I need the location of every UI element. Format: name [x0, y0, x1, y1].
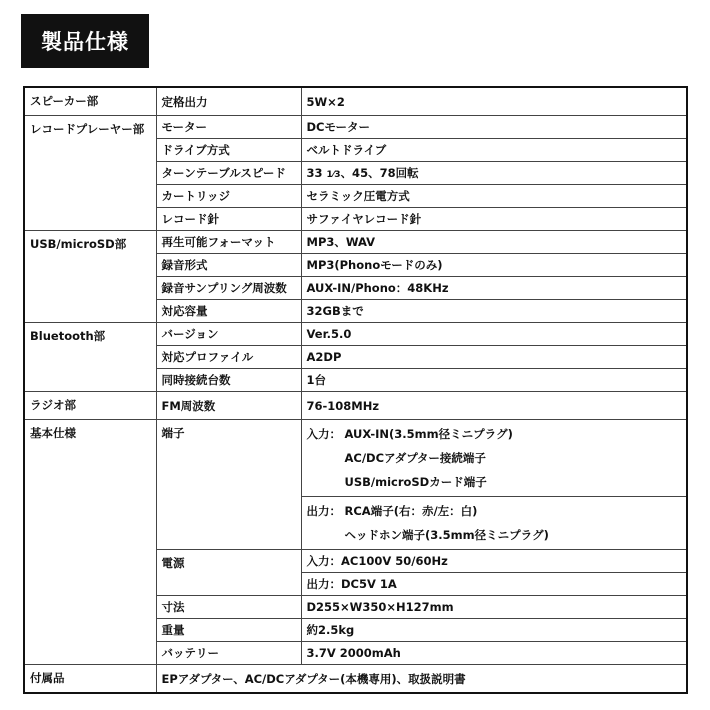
spec-value: D255×W350×H127mm	[301, 596, 687, 619]
spec-label: 再生可能フォーマット	[156, 231, 301, 254]
text-line	[307, 523, 687, 547]
spec-label: 同時接続台数	[156, 369, 301, 392]
spec-value: 出力：DC5V 1A	[301, 573, 687, 596]
table-row	[24, 116, 687, 139]
text-line	[307, 446, 687, 470]
spec-table	[23, 86, 688, 694]
category-basic: 基本仕様	[24, 420, 156, 665]
spec-label: カートリッジ	[156, 185, 301, 208]
spec-value-input	[301, 420, 687, 497]
spec-value: 76-108MHz	[301, 392, 687, 420]
spec-value: 入力：AC100V 50/60Hz	[301, 550, 687, 573]
spec-label: 録音形式	[156, 254, 301, 277]
spec-label: バージョン	[156, 323, 301, 346]
spec-label: FM周波数	[156, 392, 301, 420]
speed-prefix: 33	[306, 166, 323, 180]
table-row	[24, 665, 687, 694]
spec-label: 寸法	[156, 596, 301, 619]
input-line: AC/DCアダプター接続端子	[344, 451, 486, 465]
page-title-text: 製品仕様	[41, 30, 129, 54]
spec-label: 電源	[156, 550, 301, 596]
spec-value: サファイヤレコード針	[301, 208, 687, 231]
spec-label: 定格出力	[156, 87, 301, 116]
spec-label: レコード針	[156, 208, 301, 231]
text-line	[307, 470, 687, 494]
spec-value	[301, 162, 687, 185]
spec-value: MP3(Phonoモードのみ)	[301, 254, 687, 277]
table-row	[24, 323, 687, 346]
spec-value-output	[301, 497, 687, 550]
spec-label: 録音サンプリング周波数	[156, 277, 301, 300]
spec-value: EPアダプター、AC/DCアダプター(本機専用)、取扱説明書	[156, 665, 687, 694]
spec-value: A2DP	[301, 346, 687, 369]
spec-label: 端子	[156, 420, 301, 550]
output-line: ヘッドホン端子(3.5mm径ミニプラグ)	[344, 528, 549, 542]
category-bluetooth: Bluetooth部	[24, 323, 156, 392]
spec-value: 3.7V 2000mAh	[301, 642, 687, 665]
output-line: RCA端子(右：赤/左：白)	[344, 504, 478, 518]
spec-value: MP3、WAV	[301, 231, 687, 254]
spec-label: モーター	[156, 116, 301, 139]
spec-label: 対応プロファイル	[156, 346, 301, 369]
spec-value: 32GBまで	[301, 300, 687, 323]
text-line	[307, 499, 687, 523]
table-row	[24, 231, 687, 254]
output-prefix: 出力：	[306, 504, 341, 518]
table-row	[24, 392, 687, 420]
input-line: USB/microSDカード端子	[344, 475, 487, 489]
spec-label: バッテリー	[156, 642, 301, 665]
category-record: レコードプレーヤー部	[24, 116, 156, 231]
table-row	[24, 420, 687, 497]
spec-value: 1台	[301, 369, 687, 392]
spec-value: ベルトドライブ	[301, 139, 687, 162]
speed-fraction: 1⁄3	[326, 170, 341, 180]
spec-value: 約2.5kg	[301, 619, 687, 642]
spec-value: DCモーター	[301, 116, 687, 139]
spec-value: 5W×2	[301, 87, 687, 116]
spec-value: Ver.5.0	[301, 323, 687, 346]
category-speaker: スピーカー部	[24, 87, 156, 116]
input-prefix: 入力：	[306, 427, 341, 441]
speed-suffix: 、45、78回転	[340, 166, 419, 180]
text-line	[307, 422, 687, 446]
category-accessories: 付属品	[24, 665, 156, 694]
category-usb: USB/microSD部	[24, 231, 156, 323]
spec-label: 重量	[156, 619, 301, 642]
spec-label: ドライブ方式	[156, 139, 301, 162]
category-radio: ラジオ部	[24, 392, 156, 420]
table-row	[24, 87, 687, 116]
spec-value: セラミック圧電方式	[301, 185, 687, 208]
spec-label: 対応容量	[156, 300, 301, 323]
spec-value: AUX-IN/Phono：48KHz	[301, 277, 687, 300]
page-title	[21, 14, 149, 68]
spec-label: ターンテーブルスピード	[156, 162, 301, 185]
input-line: AUX-IN(3.5mm径ミニプラグ)	[344, 427, 513, 441]
